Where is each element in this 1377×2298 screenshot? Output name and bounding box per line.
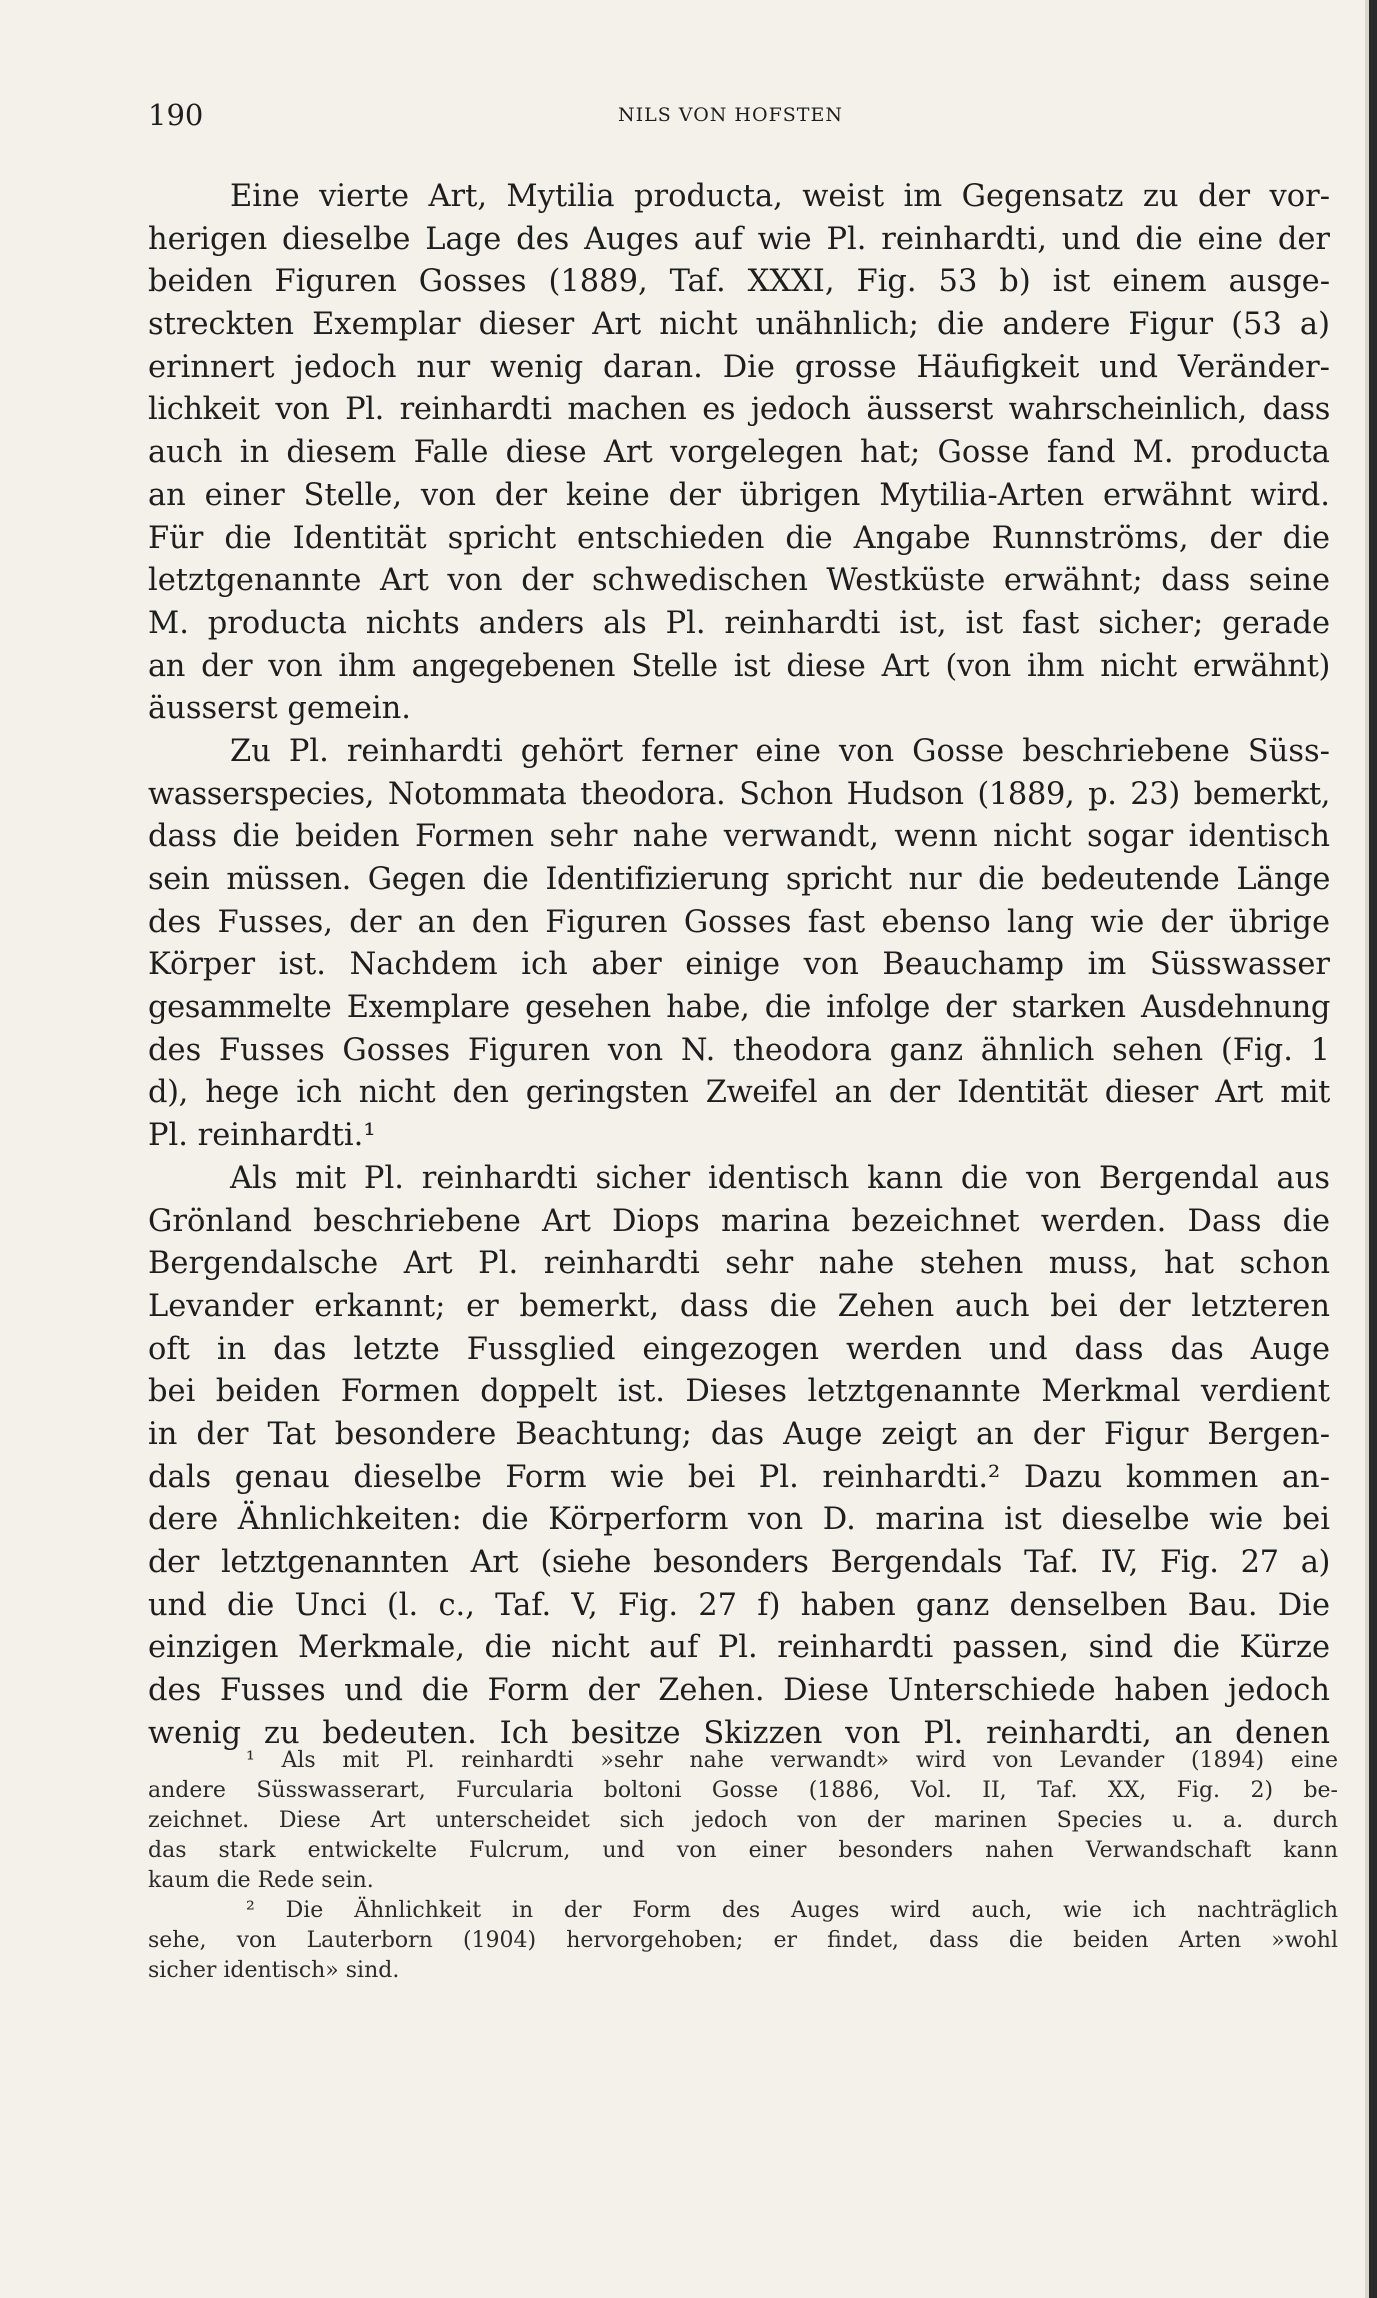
footnote-line: andere Süsswasserart, Furcularia boltoni Gosse (1886, Vol. II, Taf. XX, Fig. 2) be- bbox=[148, 1778, 1338, 1803]
text-line: erinnert jedoch nur wenig daran. Die grosse Häufigkeit und Veränder- bbox=[148, 349, 1330, 385]
page-header bbox=[148, 98, 1328, 138]
footnote-line: sicher identisch» sind. bbox=[148, 1958, 400, 1983]
text-line: wasserspecies, Notommata theodora. Schon Hudson (1889, p. 23) bemerkt, bbox=[148, 776, 1330, 812]
footnote-line: sehe, von Lauterborn (1904) hervorgehoben; er findet, dass die beiden Arten »wohl bbox=[148, 1928, 1338, 1953]
text-line: der letztgenannten Art (siehe besonders Bergendals Taf. IV, Fig. 27 a) bbox=[148, 1545, 1330, 1580]
text-line: sein müssen. Gegen die Identifizierung spricht nur die bedeutende Länge bbox=[148, 862, 1330, 897]
text-line: streckten Exemplar dieser Art nicht unähnlich; die andere Figur (53 a) bbox=[148, 307, 1330, 343]
text-line: lichkeit von Pl. reinhardti machen es jedoch äusserst wahrscheinlich, dass bbox=[148, 392, 1330, 428]
footnote-line: das stark entwickelte Fulcrum, und von einer besonders nahen Verwandschaft kann bbox=[148, 1838, 1338, 1863]
footnote-line: zeichnet. Diese Art unterscheidet sich jedoch von der marinen Species u. a. durch bbox=[148, 1808, 1338, 1833]
text-line: auch in diesem Falle diese Art vorgelegen hat; Gosse fand M. producta bbox=[148, 435, 1330, 471]
text-line: beiden Figuren Gosses (1889, Taf. XXXI, Fig. 53 b) ist einem ausge- bbox=[148, 264, 1330, 300]
footnote-line: ¹ Als mit Pl. reinhardti »sehr nahe verwandt» wird von Levander (1894) eine bbox=[246, 1748, 1338, 1773]
main-text bbox=[148, 176, 1330, 1755]
text-line: Für die Identität spricht entschieden die Angabe Runnströms, der die bbox=[148, 520, 1330, 556]
text-line: des Fusses, der an den Figuren Gosses fast ebenso lang wie der übrige bbox=[148, 904, 1330, 940]
text-line: oft in das letzte Fussglied eingezogen werden und dass das Auge bbox=[148, 1331, 1330, 1367]
text-line: dere Ähnlichkeiten: die Körperform von D. marina ist dieselbe wie bei bbox=[148, 1502, 1330, 1538]
text-line: Grönland beschriebene Art Diops marina bezeichnet werden. Dass die bbox=[148, 1203, 1330, 1239]
text-line: Zu Pl. reinhardti gehört ferner eine von Gosse beschriebene Süss- bbox=[230, 733, 1330, 769]
text-line: letztgenannte Art von der schwedischen Westküste erwähnt; dass seine bbox=[148, 563, 1330, 599]
footnotes bbox=[148, 1746, 1338, 1986]
text-line: an der von ihm angegebenen Stelle ist diese Art (von ihm nicht erwähnt) bbox=[148, 648, 1330, 684]
text-line: herigen dieselbe Lage des Auges auf wie Pl. reinhardti, und die eine der bbox=[148, 221, 1330, 257]
text-line: dals genau dieselbe Form wie bei Pl. reinhardti.² Dazu kommen an- bbox=[148, 1459, 1330, 1495]
text-line: äusserst gemein. bbox=[148, 691, 412, 727]
text-line: Eine vierte Art, Mytilia producta, weist im Gegensatz zu der vor- bbox=[230, 179, 1330, 214]
page-edge bbox=[1369, 0, 1377, 2298]
page-number: 190 bbox=[148, 98, 204, 132]
text-line: Pl. reinhardti.¹ bbox=[148, 1118, 376, 1154]
text-line: Als mit Pl. reinhardti sicher identisch kann die von Bergendal aus bbox=[230, 1160, 1330, 1196]
footnote-line: ² Die Ähnlichkeit in der Form des Auges wird auch, wie ich nachträglich bbox=[246, 1898, 1338, 1923]
text-line: wenig zu bedeuten. Ich besitze Skizzen von Pl. reinhardti, an denen bbox=[148, 1715, 1330, 1751]
text-line: Körper ist. Nachdem ich aber einige von Beauchamp im Süsswasser bbox=[148, 947, 1330, 983]
footnote-line: kaum die Rede sein. bbox=[148, 1868, 374, 1893]
text-line: in der Tat besondere Beachtung; das Auge zeigt an der Figur Bergen- bbox=[148, 1416, 1330, 1452]
text-line: an einer Stelle, von der keine der übrigen Mytilia-Arten erwähnt wird. bbox=[148, 477, 1330, 513]
text-line: Levander erkannt; er bemerkt, dass die Zehen auch bei der letzteren bbox=[148, 1288, 1330, 1324]
text-line: bei beiden Formen doppelt ist. Dieses letztgenannte Merkmal verdient bbox=[148, 1374, 1330, 1410]
text-line: d), hege ich nicht den geringsten Zweifel an der Identität dieser Art mit bbox=[148, 1075, 1330, 1111]
text-line: und die Unci (l. c., Taf. V, Fig. 27 f) haben ganz denselben Bau. Die bbox=[148, 1587, 1330, 1623]
text-line: des Fusses Gosses Figuren von N. theodora ganz ähnlich sehen (Fig. 1 bbox=[148, 1032, 1330, 1068]
text-line: Bergendalsche Art Pl. reinhardti sehr nahe stehen muss, hat schon bbox=[148, 1246, 1330, 1282]
text-line: des Fusses und die Form der Zehen. Diese Unterschiede haben jedoch bbox=[148, 1673, 1330, 1709]
text-line: dass die beiden Formen sehr nahe verwandt, wenn nicht sogar identisch bbox=[148, 819, 1330, 855]
text-line: einzigen Merkmale, die nicht auf Pl. reinhardti passen, sind die Kürze bbox=[148, 1630, 1330, 1666]
text-line: M. producta nichts anders als Pl. reinhardti ist, ist fast sicher; gerade bbox=[148, 605, 1330, 641]
running-head: NILS VON HOFSTEN bbox=[618, 104, 843, 126]
text-line: gesammelte Exemplare gesehen habe, die infolge der starken Ausdehnung bbox=[148, 990, 1330, 1026]
